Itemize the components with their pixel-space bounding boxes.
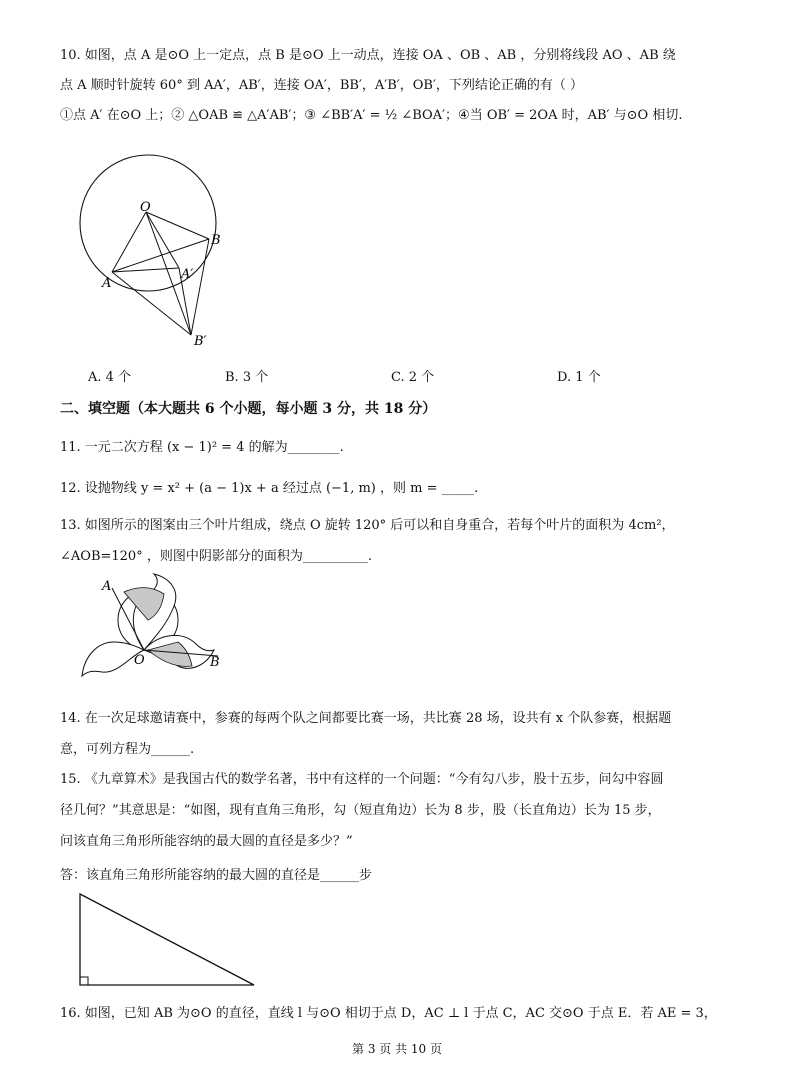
label-b: B bbox=[211, 233, 221, 248]
circle-o bbox=[80, 155, 216, 291]
seg-oa1 bbox=[146, 212, 179, 268]
label-o: O bbox=[140, 200, 151, 215]
q10-option-b: B. 3 个 bbox=[225, 370, 269, 385]
q13-label-b: B bbox=[210, 655, 220, 670]
q13-line1: 13. 如图所示的图案由三个叶片组成，绕点 O 旋转 120° 后可以和自身重合，若每个叶片的面积为 4cm²， bbox=[60, 518, 675, 533]
q13-figure bbox=[78, 572, 228, 692]
q14-line1: 14. 在一次足球邀请赛中，参赛的每两个队之间都要比赛一场，共比赛 28 场，设共有 x 个队参赛，根据题 bbox=[60, 711, 672, 726]
section-title: 二、填空题（本大题共 6 个小题，每小题 3 分，共 18 分） bbox=[60, 401, 437, 417]
q10-line2: 点 A 顺时针旋转 60° 到 AA′，AB′，连接 OA′，BB′，A′B′，OB′，下列结论正确的有（ ） bbox=[60, 78, 584, 93]
q13-line2: ∠AOB=120° ，则图中阴影部分的面积为__________. bbox=[60, 549, 372, 564]
q11: 11. 一元二次方程 (x − 1)² = 4 的解为________. bbox=[60, 440, 344, 455]
q16: 16. 如图，已知 AB 为⊙O 的直径，直线 l 与⊙O 相切于点 D，AC ⊥ l 于点 C，AC 交⊙O 于点 E．若 AE = 3， bbox=[60, 1006, 717, 1021]
right-angle-mark bbox=[80, 977, 88, 985]
q10-option-d: D. 1 个 bbox=[557, 370, 601, 385]
q10-option-c: C. 2 个 bbox=[391, 370, 435, 385]
q15-line3: 问该直角三角形所能容纳的最大圆的直径是多少？” bbox=[60, 834, 353, 849]
q15-line2: 径几何？”其意思是：“如图，现有直角三角形，勾（短直角边）长为 8 步，股（长直角边）长为 15 步， bbox=[60, 803, 661, 818]
q12: 12. 设抛物线 y = x² + (a − 1)x + a 经过点 (−1, m) ，则 m = _____. bbox=[60, 481, 479, 496]
label-a1: A′ bbox=[181, 267, 194, 282]
q14-line2: 意，可列方程为______. bbox=[60, 742, 195, 757]
q10-line3: ①点 A′ 在⊙O 上；② △OAB ≌ △A′AB′；③ ∠BB′A′ = ½ ∠BOA′；④当 OB′ = 2OA 时，AB′ 与⊙O 相切. bbox=[60, 108, 683, 123]
label-a: A bbox=[102, 276, 112, 291]
q13-label-o: O bbox=[134, 653, 145, 668]
q15-triangle bbox=[74, 890, 264, 990]
q13-label-a: A bbox=[102, 579, 112, 594]
seg-ob bbox=[146, 212, 209, 239]
seg-oa bbox=[112, 212, 146, 272]
q10-option-a: A. 4 个 bbox=[88, 370, 132, 385]
seg-bb1 bbox=[191, 239, 209, 335]
q15-line4: 答：该直角三角形所能容纳的最大圆的直径是______步 bbox=[60, 868, 373, 883]
q10-figure bbox=[70, 135, 240, 350]
right-triangle bbox=[80, 894, 254, 985]
q10-line1: 10. 如图，点 A 是⊙O 上一定点，点 B 是⊙O 上一动点，连接 OA 、OB 、AB ，分别将线段 AO 、AB 绕 bbox=[60, 48, 676, 63]
label-b1: B′ bbox=[194, 334, 207, 349]
page-footer: 第 3 页 共 10 页 bbox=[352, 1042, 442, 1056]
q15-line1: 15. 《九章算术》是我国古代的数学名著，书中有这样的一个问题：“今有勾八步，股十五步，问勾中容圆 bbox=[60, 772, 664, 787]
seg-ab bbox=[112, 239, 209, 272]
